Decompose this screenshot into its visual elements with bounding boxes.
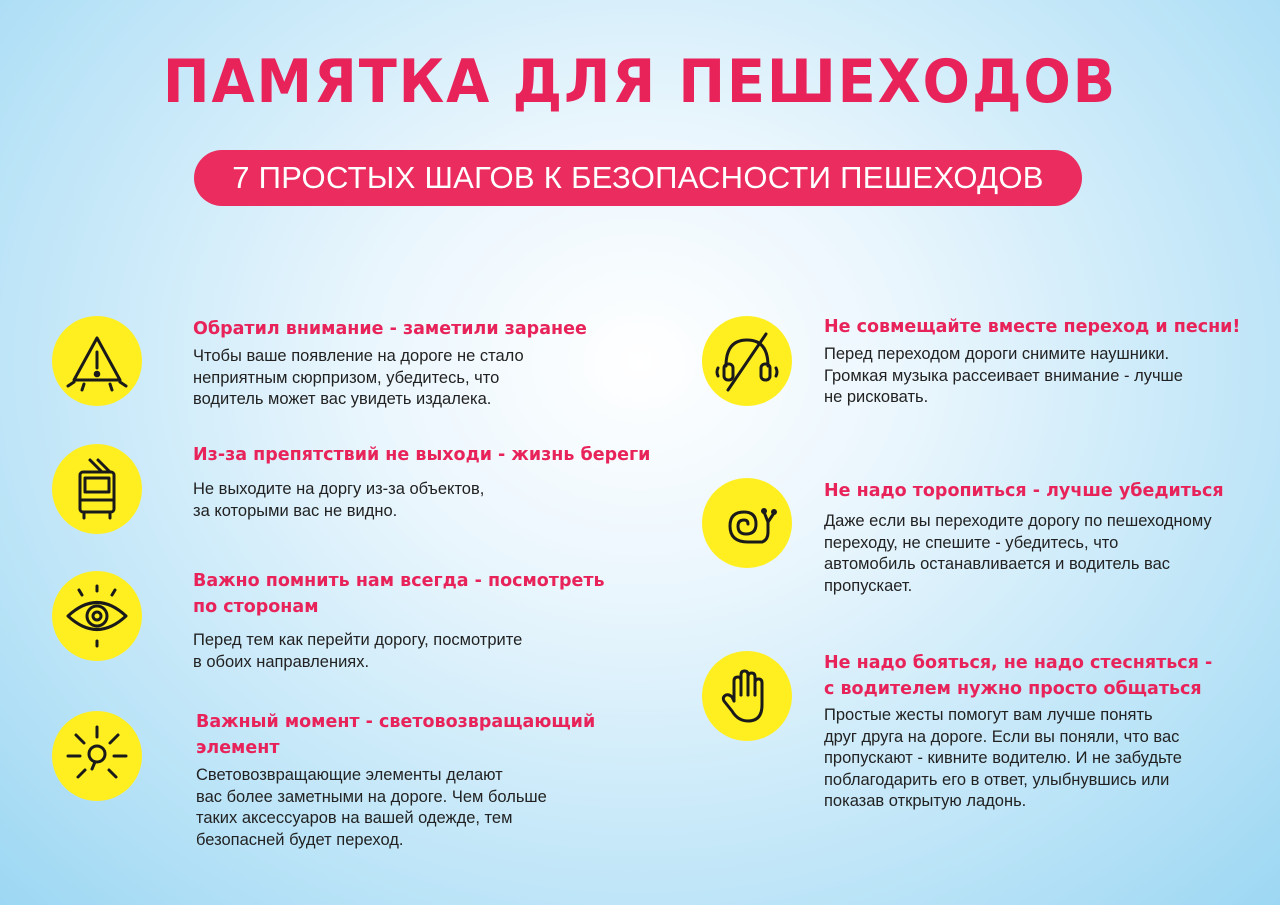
subtitle-text: 7 ПРОСТЫХ ШАГОВ К БЕЗОПАСНОСТИ ПЕШЕХОДОВ [232, 160, 1044, 195]
trolleybus-icon [52, 444, 142, 534]
item-6-title: Не надо торопиться - лучше убедиться [824, 481, 1224, 501]
item-4-text: Световозвращающие элементы делают вас более заметными на дороге. Чем больше таких аксессуаров на вашей одежде, тем безопасней будет переход. [196, 766, 547, 849]
item-1-text: Чтобы ваше появление на дороге не стало неприятным сюрпризом, убедитесь, что водитель может вас увидеть издалека. [193, 347, 524, 408]
item-7-text: Простые жесты помогут вам лучше понять друг друга на дороге. Если вы поняли, что вас пропускают - кивните водителю. И не забудьте поблагодарить его в ответ, улыбнувшись или показав открытую ладонь. [824, 706, 1182, 810]
item-3-text: Перед тем как перейти дорогу, посмотрите в обоих направлениях. [193, 631, 523, 671]
warning-triangle-icon [52, 316, 142, 406]
item-3-title: Важно помнить нам всегда - посмотреть по сторонам [193, 571, 605, 617]
subtitle-banner [194, 150, 1082, 206]
item-1-title: Обратил внимание - заметили заранее [193, 319, 587, 339]
raised-hand-icon [702, 651, 792, 741]
no-headphones-icon [702, 316, 792, 406]
reflector-icon [52, 711, 142, 801]
item-2-title: Из-за препятствий не выходи - жизнь береги [193, 445, 651, 465]
item-7-title: Не надо бояться, не надо стесняться - с водителем нужно просто общаться [824, 653, 1213, 699]
snail-icon [702, 478, 792, 568]
item-4-title: Важный момент - световозвращающий элемент [196, 712, 596, 758]
item-5-text: Перед переходом дороги снимите наушники. Громкая музыка рассеивает внимание - лучше не рисковать. [824, 345, 1183, 406]
item-6-text: Даже если вы переходите дорогу по пешеходному переходу, не спешите - убедитесь, что автомобиль останавливается и водитель вас пропускает. [824, 512, 1212, 595]
item-5-title: Не совмещайте вместе переход и песни! [824, 317, 1241, 337]
eye-icon [52, 571, 142, 661]
item-2-text: Не выходите на доргу из-за объектов, за которыми вас не видно. [193, 480, 485, 520]
page-title: ПАМЯТКА ДЛЯ ПЕШЕХОДОВ [162, 47, 1118, 117]
